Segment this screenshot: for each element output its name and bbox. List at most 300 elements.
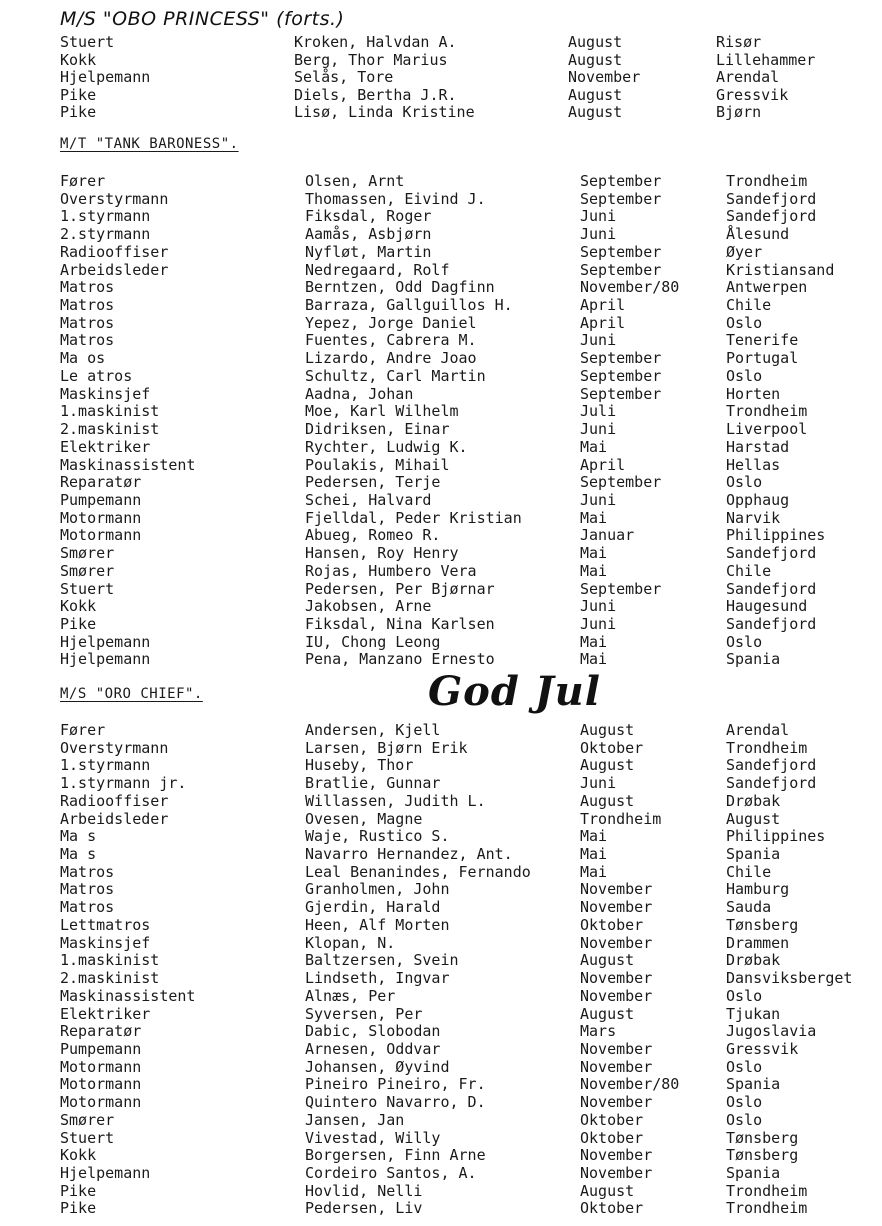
crew-row: [0, 792, 882, 810]
crew-place: Tønsberg: [726, 915, 799, 934]
crew-role: Radiooffiser: [60, 242, 169, 261]
crew-name: Lisø, Linda Kristine: [294, 103, 475, 122]
crew-month: Juni: [580, 225, 617, 244]
crew-place: Sauda: [726, 898, 772, 917]
crew-name: Yepez, Jorge Daniel: [305, 313, 477, 332]
crew-row: [0, 402, 882, 420]
crew-role: 1.maskinist: [60, 951, 160, 970]
crew-row: [0, 756, 882, 774]
crew-month: Mai: [580, 862, 608, 881]
crew-name: Fuentes, Cabrera M.: [305, 331, 477, 350]
crew-row: [0, 473, 882, 491]
crew-month: September: [580, 349, 662, 368]
crew-row: [0, 615, 882, 633]
crew-place: Gressvik: [716, 85, 789, 104]
crew-role: Elektriker: [60, 1004, 151, 1023]
crew-month: November: [580, 1093, 653, 1112]
crew-name: Granholmen, John: [305, 880, 450, 899]
crew-name: Fiksdal, Nina Karlsen: [305, 615, 495, 633]
crew-row: [0, 278, 882, 296]
crew-place: Oslo: [726, 313, 763, 332]
crew-place: Arendal: [716, 68, 780, 87]
crew-place: Dansviksberget: [726, 969, 853, 988]
crew-role: 1.styrmann: [60, 207, 151, 226]
ship-title: M/T "TANK BARONESS".: [60, 136, 239, 152]
crew-place: Oslo: [726, 986, 763, 1005]
greeting-text: God Jul: [428, 668, 601, 715]
crew-name: Larsen, Bjørn Erik: [305, 738, 468, 757]
crew-name: Moe, Karl Wilhelm: [305, 402, 459, 421]
crew-place: Portugal: [726, 349, 799, 368]
crew-role: Arbeidsleder: [60, 809, 169, 828]
crew-month: August: [580, 1181, 635, 1200]
crew-row: [0, 296, 882, 314]
crew-row: [0, 314, 882, 332]
crew-place: Tenerife: [726, 331, 799, 350]
crew-place: Spania: [726, 845, 781, 864]
crew-role: Motormann: [60, 508, 142, 527]
crew-row: [0, 491, 882, 509]
crew-place: Tønsberg: [726, 1146, 799, 1165]
crew-row: [0, 863, 882, 881]
crew-role: Motormann: [60, 1057, 142, 1076]
crew-role: Stuert: [60, 33, 115, 51]
crew-place: August: [726, 809, 781, 828]
crew-row: [0, 438, 882, 456]
crew-month: September: [580, 189, 662, 208]
crew-row: [0, 331, 882, 349]
crew-name: Fiksdal, Roger: [305, 207, 432, 226]
crew-place: Oslo: [726, 1057, 763, 1076]
crew-row: [0, 526, 882, 544]
crew-role: Pumpemann: [60, 1039, 142, 1058]
crew-row: [0, 969, 882, 987]
crew-month: September: [580, 366, 662, 385]
crew-place: Øyer: [726, 242, 763, 261]
crew-row: [0, 207, 882, 225]
crew-role: Hjelpemann: [60, 632, 151, 651]
crew-row: [0, 1164, 882, 1182]
crew-role: Maskinassistent: [60, 986, 196, 1005]
crew-place: Sandefjord: [726, 189, 817, 208]
crew-place: Philippines: [726, 827, 826, 846]
crew-row: [0, 349, 882, 367]
crew-place: Sandefjord: [726, 615, 817, 633]
crew-name: Hansen, Roy Henry: [305, 544, 459, 563]
crew-name: Nyfløt, Martin: [305, 242, 432, 261]
crew-month: November: [580, 986, 653, 1005]
crew-month: August: [568, 50, 623, 69]
crew-role: Smører: [60, 544, 115, 563]
crew-month: August: [568, 103, 623, 122]
crew-place: Hellas: [726, 455, 781, 474]
crew-role: Matros: [60, 898, 115, 917]
crew-row: [0, 1182, 882, 1200]
crew-name: Diels, Bertha J.R.: [294, 85, 457, 104]
crew-place: Sandefjord: [726, 756, 817, 775]
crew-place: Sandefjord: [726, 207, 817, 226]
crew-month: September: [580, 260, 662, 279]
crew-row: [0, 916, 882, 934]
crew-row: [0, 225, 882, 243]
crew-month: Oktober: [580, 738, 644, 757]
crew-role: Reparatør: [60, 1022, 142, 1041]
crew-role: Matros: [60, 313, 115, 332]
crew-role: Lettmatros: [60, 915, 151, 934]
crew-row: [0, 633, 882, 651]
crew-month: August: [580, 721, 635, 739]
crew-place: Chile: [726, 862, 772, 881]
crew-row: [0, 420, 882, 438]
crew-month: Mai: [580, 437, 608, 456]
crew-role: Kokk: [60, 1146, 97, 1165]
crew-place: Hamburg: [726, 880, 790, 899]
crew-row: [0, 739, 882, 757]
crew-name: Berg, Thor Marius: [294, 50, 448, 69]
crew-month: Oktober: [580, 1110, 644, 1129]
ship-title: M/S "ORO CHIEF".: [60, 686, 203, 702]
crew-place: Harstad: [726, 437, 790, 456]
crew-month: November: [580, 880, 653, 899]
crew-name: Pineiro Pineiro, Fr.: [305, 1075, 486, 1094]
crew-role: Ma s: [60, 845, 97, 864]
crew-month: November: [568, 68, 641, 87]
crew-month: November: [580, 1039, 653, 1058]
crew-row: [0, 103, 882, 121]
crew-name: Poulakis, Mihail: [305, 455, 450, 474]
crew-name: Ovesen, Magne: [305, 809, 423, 828]
crew-role: Matros: [60, 278, 115, 297]
crew-name: Vivestad, Willy: [305, 1128, 441, 1147]
crew-name: Pedersen, Terje: [305, 473, 441, 492]
crew-name: Abueg, Romeo R.: [305, 526, 441, 545]
crew-row: [0, 243, 882, 261]
crew-month: November: [580, 969, 653, 988]
crew-name: Pedersen, Per Bjørnar: [305, 579, 495, 598]
crew-month: Juni: [580, 774, 617, 793]
crew-name: IU, Chong Leong: [305, 632, 441, 651]
crew-role: Pumpemann: [60, 490, 142, 509]
crew-place: Oslo: [726, 632, 763, 651]
crew-row: [0, 845, 882, 863]
crew-role: Matros: [60, 880, 115, 899]
crew-name: Aadna, Johan: [305, 384, 414, 403]
crew-month: April: [580, 313, 626, 332]
crew-name: Pena, Manzano Ernesto: [305, 650, 495, 669]
crew-name: Olsen, Arnt: [305, 172, 405, 190]
crew-name: Barraza, Gallguillos H.: [305, 296, 513, 315]
crew-month: Juni: [580, 615, 617, 633]
crew-place: Jugoslavia: [726, 1022, 817, 1041]
crew-place: Oslo: [726, 473, 763, 492]
crew-name: Lizardo, Andre Joao: [305, 349, 477, 368]
crew-row: [0, 1093, 882, 1111]
crew-place: Drammen: [726, 933, 790, 952]
crew-row: [0, 562, 882, 580]
crew-month: Juni: [580, 207, 617, 226]
crew-place: Drøbak: [726, 791, 781, 810]
crew-role: Smører: [60, 561, 115, 580]
crew-row: [0, 650, 882, 668]
crew-role: 2.maskinist: [60, 420, 160, 439]
crew-role: Ma s: [60, 827, 97, 846]
crew-month: Juni: [580, 490, 617, 509]
crew-row: [0, 51, 882, 69]
crew-month: April: [580, 296, 626, 315]
crew-row: [0, 880, 882, 898]
crew-name: Waje, Rustico S.: [305, 827, 450, 846]
crew-row: [0, 827, 882, 845]
crew-row: [0, 1022, 882, 1040]
crew-name: Quintero Navarro, D.: [305, 1093, 486, 1112]
crew-name: Hovlid, Nelli: [305, 1181, 423, 1200]
crew-place: Lillehammer: [716, 50, 816, 69]
crew-name: Navarro Hernandez, Ant.: [305, 845, 513, 864]
crew-name: Schultz, Carl Martin: [305, 366, 486, 385]
crew-role: Hjelpemann: [60, 1164, 151, 1182]
crew-place: Ålesund: [726, 225, 790, 244]
crew-row: [0, 987, 882, 1005]
crew-row: [0, 951, 882, 969]
crew-place: Kristiansand: [726, 260, 835, 279]
crew-place: Trondheim: [726, 402, 808, 421]
crew-row: [0, 1129, 882, 1147]
crew-name: Alnæs, Per: [305, 986, 396, 1005]
crew-role: Pike: [60, 1199, 97, 1218]
crew-place: Spania: [726, 1164, 781, 1182]
crew-month: Oktober: [580, 1128, 644, 1147]
crew-name: Andersen, Kjell: [305, 721, 441, 739]
crew-role: Pike: [60, 85, 97, 104]
crew-row: [0, 1111, 882, 1129]
crew-place: Bjørn: [716, 103, 762, 122]
crew-month: Trondheim: [580, 809, 662, 828]
crew-role: Arbeidsleder: [60, 260, 169, 279]
crew-month: September: [580, 242, 662, 261]
crew-place: Drøbak: [726, 951, 781, 970]
crew-role: Pike: [60, 1181, 97, 1200]
crew-name: Nedregaard, Rolf: [305, 260, 450, 279]
crew-name: Schei, Halvard: [305, 490, 432, 509]
crew-place: Risør: [716, 33, 762, 51]
crew-month: November/80: [580, 1075, 680, 1094]
crew-row: [0, 934, 882, 952]
crew-role: Stuert: [60, 1128, 115, 1147]
crew-month: Mai: [580, 632, 608, 651]
crew-name: Heen, Alf Morten: [305, 915, 450, 934]
crew-name: Bratlie, Gunnar: [305, 774, 441, 793]
crew-month: Juni: [580, 597, 617, 616]
crew-row: [0, 261, 882, 279]
crew-role: Reparatør: [60, 473, 142, 492]
crew-name: Pedersen, Liv: [305, 1199, 423, 1218]
crew-role: Smører: [60, 1110, 115, 1129]
crew-role: Pike: [60, 615, 97, 633]
crew-place: Trondheim: [726, 738, 808, 757]
crew-place: Chile: [726, 561, 772, 580]
crew-row: [0, 1058, 882, 1076]
crew-place: Sandefjord: [726, 579, 817, 598]
crew-name: Aamås, Asbjørn: [305, 225, 432, 244]
crew-row: [0, 580, 882, 598]
crew-name: Gjerdin, Harald: [305, 898, 441, 917]
crew-row: [0, 385, 882, 403]
crew-month: August: [568, 85, 623, 104]
crew-row: [0, 721, 882, 739]
crew-place: Tønsberg: [726, 1128, 799, 1147]
crew-role: Matros: [60, 296, 115, 315]
crew-month: Mai: [580, 544, 608, 563]
crew-month: Juli: [580, 402, 617, 421]
crew-role: Pike: [60, 103, 97, 122]
crew-name: Selås, Tore: [294, 68, 394, 87]
crew-role: Hjelpemann: [60, 650, 151, 669]
crew-name: Leal Benanindes, Fernando: [305, 862, 531, 881]
crew-role: Hjelpemann: [60, 68, 151, 87]
crew-role: Matros: [60, 331, 115, 350]
crew-row: [0, 172, 882, 190]
crew-role: Ma os: [60, 349, 106, 368]
crew-month: November: [580, 1164, 653, 1182]
crew-place: Horten: [726, 384, 781, 403]
crew-name: Rojas, Humbero Vera: [305, 561, 477, 580]
crew-month: Mai: [580, 508, 608, 527]
crew-row: [0, 597, 882, 615]
crew-role: Maskinsjef: [60, 933, 151, 952]
crew-role: Maskinassistent: [60, 455, 196, 474]
crew-place: Philippines: [726, 526, 826, 545]
crew-place: Opphaug: [726, 490, 790, 509]
crew-row: [0, 1005, 882, 1023]
crew-row: [0, 68, 882, 86]
crew-role: Kokk: [60, 597, 97, 616]
crew-row: [0, 898, 882, 916]
crew-place: Chile: [726, 296, 772, 315]
crew-role: 1.styrmann: [60, 756, 151, 775]
crew-place: Haugesund: [726, 597, 808, 616]
crew-month: Oktober: [580, 915, 644, 934]
crew-row: [0, 774, 882, 792]
crew-month: September: [580, 579, 662, 598]
crew-role: Fører: [60, 172, 106, 190]
crew-name: Cordeiro Santos, A.: [305, 1164, 477, 1182]
crew-name: Rychter, Ludwig K.: [305, 437, 468, 456]
crew-role: Motormann: [60, 1093, 142, 1112]
crew-row: [0, 810, 882, 828]
crew-role: Overstyrmann: [60, 189, 169, 208]
crew-role: Fører: [60, 721, 106, 739]
crew-name: Dabic, Slobodan: [305, 1022, 441, 1041]
crew-row: [0, 544, 882, 562]
crew-row: [0, 1040, 882, 1058]
crew-name: Thomassen, Eivind J.: [305, 189, 486, 208]
crew-name: Jakobsen, Arne: [305, 597, 432, 616]
crew-row: [0, 190, 882, 208]
crew-name: Willassen, Judith L.: [305, 791, 486, 810]
crew-place: Arendal: [726, 721, 790, 739]
crew-month: September: [580, 172, 662, 190]
crew-month: Oktober: [580, 1199, 644, 1218]
crew-month: November: [580, 933, 653, 952]
crew-row: [0, 33, 882, 51]
crew-month: November: [580, 898, 653, 917]
crew-place: Oslo: [726, 366, 763, 385]
crew-place: Gressvik: [726, 1039, 799, 1058]
crew-name: Syversen, Per: [305, 1004, 423, 1023]
crew-name: Lindseth, Ingvar: [305, 969, 450, 988]
crew-month: August: [580, 951, 635, 970]
crew-place: Spania: [726, 650, 781, 669]
crew-month: Januar: [580, 526, 635, 545]
crew-role: Motormann: [60, 526, 142, 545]
crew-role: 1.maskinist: [60, 402, 160, 421]
crew-month: August: [580, 791, 635, 810]
crew-place: Oslo: [726, 1110, 763, 1129]
crew-month: Juni: [580, 420, 617, 439]
crew-month: Mars: [580, 1022, 617, 1041]
crew-name: Huseby, Thor: [305, 756, 414, 775]
crew-place: Trondheim: [726, 172, 808, 190]
crew-name: Fjelldal, Peder Kristian: [305, 508, 522, 527]
crew-role: Stuert: [60, 579, 115, 598]
crew-role: Elektriker: [60, 437, 151, 456]
crew-place: Oslo: [726, 1093, 763, 1112]
crew-name: Baltzersen, Svein: [305, 951, 459, 970]
crew-name: Klopan, N.: [305, 933, 396, 952]
crew-role: Maskinsjef: [60, 384, 151, 403]
crew-role: 2.styrmann: [60, 225, 151, 244]
crew-month: April: [580, 455, 626, 474]
crew-month: November: [580, 1146, 653, 1165]
crew-place: Sandefjord: [726, 544, 817, 563]
crew-month: Juni: [580, 331, 617, 350]
crew-month: November: [580, 1057, 653, 1076]
crew-month: August: [580, 756, 635, 775]
crew-role: Overstyrmann: [60, 738, 169, 757]
crew-row: [0, 456, 882, 474]
ship-title: M/S "OBO PRINCESS" (forts.): [60, 8, 345, 30]
crew-role: 1.styrmann jr.: [60, 774, 187, 793]
crew-place: Antwerpen: [726, 278, 808, 297]
crew-month: September: [580, 473, 662, 492]
crew-row: [0, 1199, 882, 1217]
crew-role: Matros: [60, 862, 115, 881]
crew-role: 2.maskinist: [60, 969, 160, 988]
crew-row: [0, 509, 882, 527]
crew-name: Jansen, Jan: [305, 1110, 405, 1129]
crew-role: Le atros: [60, 366, 133, 385]
crew-row: [0, 367, 882, 385]
crew-month: August: [580, 1004, 635, 1023]
crew-role: Radiooffiser: [60, 791, 169, 810]
crew-month: Mai: [580, 845, 608, 864]
crew-place: Spania: [726, 1075, 781, 1094]
crew-name: Johansen, Øyvind: [305, 1057, 450, 1076]
crew-month: November/80: [580, 278, 680, 297]
crew-month: Mai: [580, 650, 608, 669]
crew-place: Trondheim: [726, 1199, 808, 1218]
crew-place: Liverpool: [726, 420, 808, 439]
crew-place: Trondheim: [726, 1181, 808, 1200]
crew-name: Arnesen, Oddvar: [305, 1039, 441, 1058]
crew-row: [0, 1075, 882, 1093]
crew-month: Mai: [580, 561, 608, 580]
crew-name: Berntzen, Odd Dagfinn: [305, 278, 495, 297]
crew-row: [0, 1146, 882, 1164]
crew-role: Motormann: [60, 1075, 142, 1094]
crew-month: September: [580, 384, 662, 403]
crew-name: Kroken, Halvdan A.: [294, 33, 457, 51]
